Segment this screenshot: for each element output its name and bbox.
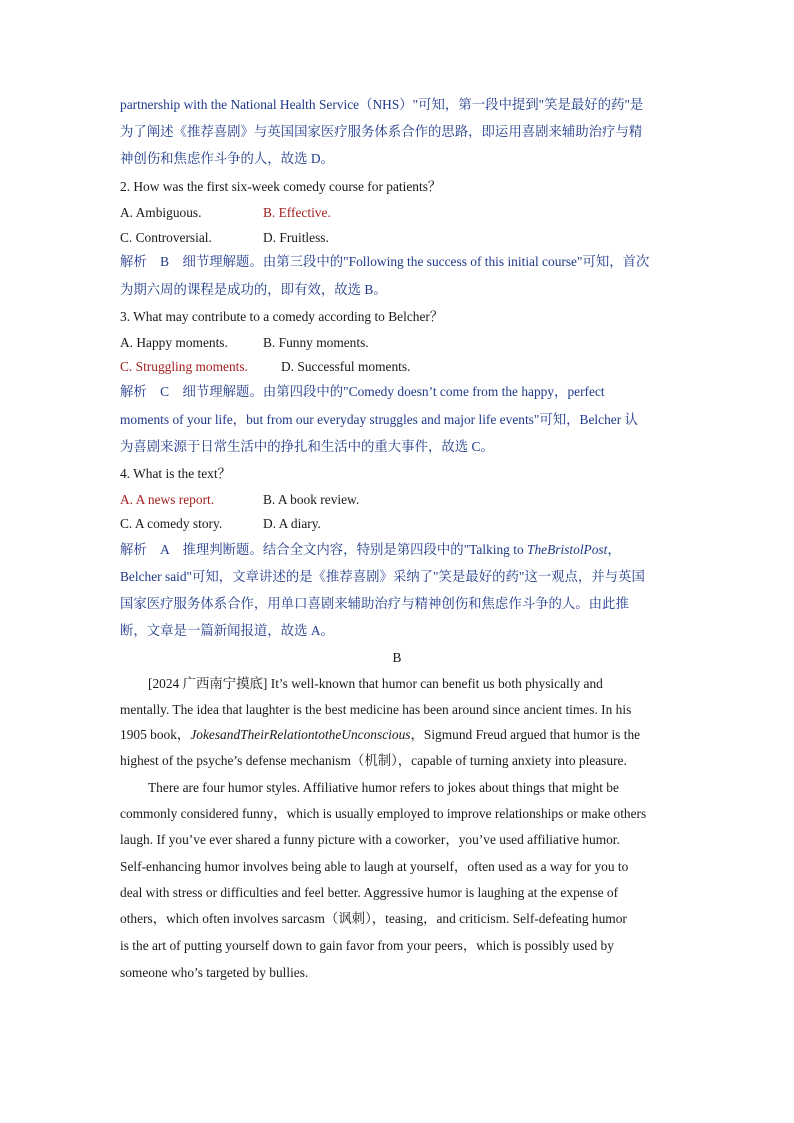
passage-b-p2-line-7: is the art of putting yourself down to gain favor from your peers，which is possibly used by — [120, 938, 614, 953]
q4-explanation-line-4: 断，文章是一篇新闻报道，故选 A。 — [120, 623, 334, 638]
q4-question: 4. What is the text？ — [120, 466, 231, 481]
q2-explanation-line-2: 为期六周的课程是成功的，即有效，故选 B。 — [120, 282, 387, 297]
passage-b-p2-line-1: There are four humor styles. Affiliative humor refers to jokes about things that might be — [148, 780, 619, 795]
q4-explanation-source-title: TheBristolPost — [527, 542, 608, 557]
passage-b-p2-line-5: deal with stress or difficulties and feel better. Aggressive humor is laughing at the expense of — [120, 885, 619, 900]
passage-b-book-title: JokesandTheirRelationtotheUnconscious — [190, 727, 411, 742]
q2-option-b: B. Effective. — [263, 205, 331, 220]
passage-b-p2-line-3: laugh. If you’ve ever shared a funny picture with a coworker，you’ve used affiliative humor. — [120, 832, 620, 847]
section-b-label: B — [392, 650, 402, 665]
q4-option-a: A. A news report. — [120, 492, 215, 507]
passage-b-p1-line-2: mentally. The idea that laughter is the best medicine has been around since ancient times. In his — [120, 702, 632, 717]
passage-b-p1-line-3 — [120, 726, 680, 744]
q2-options-row-2 — [120, 229, 680, 247]
passage-b-p1-line-1: [2024 广西南宁摸底] It’s well-known that humor can benefit us both physically and — [148, 676, 603, 691]
q4-option-d: D. A diary. — [263, 516, 321, 531]
q3-explanation-line-1: 解析 C 细节理解题。由第四段中的"Comedy doesn’t come from the happy，perfect — [120, 384, 605, 399]
q4-explanation-line-3: 国家医疗服务体系合作，用单口喜剧来辅助治疗与精神创伤和焦虑作斗争的人。由此推 — [120, 596, 629, 611]
q3-option-d: D. Successful moments. — [281, 359, 411, 374]
passage-b-p2-line-6: others，which often involves sarcasm（讽刺），teasing，and criticism. Self-defeating humor — [120, 911, 627, 926]
q3-option-b: B. Funny moments. — [263, 335, 369, 350]
passage-b-p2-line-8: someone who’s targeted by bullies. — [120, 965, 309, 980]
q1-explanation-line-3: 神创伤和焦虑作斗争的人，故选 D。 — [120, 151, 334, 166]
passage-b-p1-line-3-pre: 1905 book， — [120, 727, 191, 742]
q2-option-d: D. Fruitless. — [263, 230, 329, 245]
passage-b-p2-line-4: Self-enhancing humor involves being able to laugh at yourself，often used as a way for you to — [120, 859, 629, 874]
q4-option-b: B. A book review. — [263, 492, 360, 507]
q1-explanation-line-2: 为了阐述《推荐喜剧》与英国国家医疗服务体系合作的思路，即运用喜剧来辅助治疗与精 — [120, 124, 643, 139]
q2-explanation-line-1: 解析 B 细节理解题。由第三段中的"Following the success of this initial course"可知，首次 — [120, 254, 650, 269]
q4-explanation-text-pre: 解析 A 推理判断题。结合全文内容，特别是第四段中的"Talking to — [120, 542, 527, 557]
passage-b-p1-line-3-post: ，Sigmund Freud argued that humor is the — [410, 727, 641, 742]
q2-option-a: A. Ambiguous. — [120, 205, 202, 220]
q4-options-row-2 — [120, 515, 680, 533]
q2-option-c: C. Controversial. — [120, 230, 212, 245]
q3-explanation-line-2: moments of your life，but from our everyday struggles and major life events"可知，Belcher 认 — [120, 412, 638, 427]
q4-options-row-1 — [120, 491, 680, 509]
q2-question: 2. How was the first six-week comedy course for patients？ — [120, 179, 442, 194]
q4-explanation-text-post: ， — [607, 542, 621, 557]
q4-option-c: C. A comedy story. — [120, 516, 223, 531]
q3-explanation-line-3: 为喜剧来源于日常生活中的挣扎和生活中的重大事件，故选 C。 — [120, 439, 494, 454]
passage-b-p2-line-2: commonly considered funny，which is usually employed to improve relationships or make others — [120, 806, 647, 821]
q4-explanation-line-2: Belcher said"可知，文章讲述的是《推荐喜剧》采纳了"笑是最好的药"这一观点，并与英国 — [120, 569, 645, 584]
q3-options-row-2 — [120, 358, 680, 376]
q3-options-row-1 — [120, 334, 680, 352]
q3-option-a: A. Happy moments. — [120, 335, 228, 350]
q3-question: 3. What may contribute to a comedy according to Belcher？ — [120, 309, 444, 324]
passage-b-p1-line-4: highest of the psyche’s defense mechanism（机制），capable of turning anxiety into pleasure. — [120, 753, 627, 768]
q3-option-c: C. Struggling moments. — [120, 359, 248, 374]
q2-options-row-1 — [120, 204, 680, 222]
q4-explanation-line-1 — [120, 541, 680, 559]
q1-explanation-line-1: partnership with the National Health Service（NHS）"可知，第一段中提到"笑是最好的药"是 — [120, 97, 644, 112]
